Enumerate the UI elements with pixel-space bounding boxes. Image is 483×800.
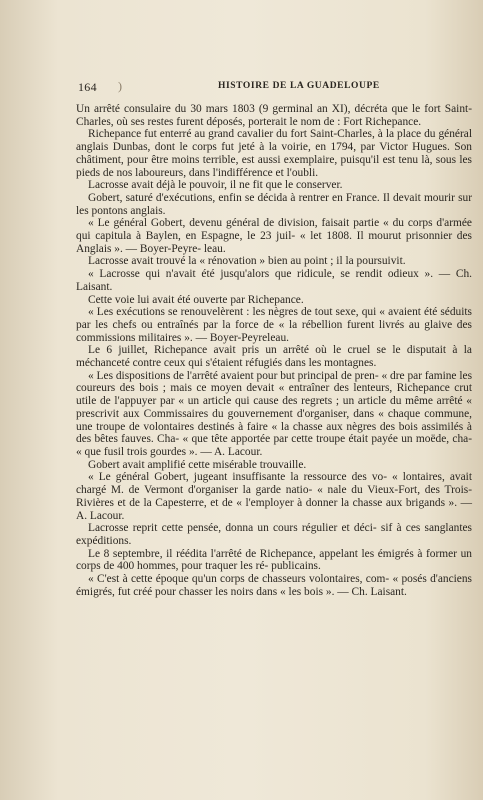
quotation: « Le général Gobert, jugeant insuffisante la ressource des vo- « lontaires, avait chargé M. de Vermont d'organiser la garde natio- « nale du Vieux-Fort, des Trois-Rivières et de la Capesterre, et de « l'employer à donner la chasse aux brigands ». — A. Lacour. [76,471,472,522]
quotation: « C'est à cette époque qu'un corps de chasseurs volontaires, com- « posés d'anciens émigrés, fut créé pour chasser les noirs dans « les bois ». — Ch. Laisant. [76,573,472,598]
paragraph: Lacrosse avait déjà le pouvoir, il ne fit que le conserver. [88,179,343,192]
quotation: « Les dispositions de l'arrêté avaient pour but principal de pren- « dre par famine les coureurs des bois ; mais ce moyen devait « entraîner des lenteurs, Richepance crut utile de l'appuyer par « un article qui cause des regrets ; un article du même arrêté « prescrivit aux Commissaires du gouvernement d'organiser, dans « chaque commune, une troupe de volontaires destinés à faire « la chasse aux nègres des bois assimilés à des bêtes fauves. Cha- « que tête apportée par cette troupe était payée un moëde, cha- « que fusil trois gourdes ». — A. Lacour. [76,369,472,458]
paragraph: Richepance fut enterré au grand cavalier du fort Saint-Charles, à la place du général anglais Dunbas, dont le corps fut jeté à la voirie, en 1794, par Victor Hugues. Son châtiment, pour être moins terrible, est aussi exemplaire, puisqu'il est tenu là, sous les pieds de nos laboureurs, dans l'indifférence et l'oubli. [76,128,472,179]
quotation: « Le général Gobert, devenu général de division, faisait partie « du corps d'armée qui capitula à Baylen, en Espagne, le 23 juil- « let 1808. Il mourut prisonnier des Anglais ». — Boyer-Peyre- leau. [76,217,472,255]
paragraph: Gobert avait amplifié cette misérable trouvaille. [88,458,307,471]
running-title: HISTOIRE DE LA GUADELOUPE [218,81,380,91]
page-header [78,80,470,96]
paragraph: Le 6 juillet, Richepance avait pris un arrêté où le cruel se le disputait à la méchanceté contre ceux qui s'étaient réfugiés dans les montagnes. [76,344,472,370]
quotation: « Les exécutions se renouvelèrent : les nègres de tout sexe, qui « avaient été séduits par les chefs ou entraînés par la force de « la rébellion furent livrés au glaive des commissions militaires ». — Boyer-Peyreleau. [76,306,472,344]
body-text [76,103,472,598]
pencil-mark: ) [118,79,123,93]
paragraph: Un arrêté consulaire du 30 mars 1803 (9 germinal an XI), décréta que le fort Saint-Charles, où ses restes furent déposés, porterait le nom de : Fort Richepance. [76,103,472,128]
paragraph: Lacrosse reprit cette pensée, donna un cours régulier et déci- sif à ces sanglantes expéditions. [76,522,472,547]
page-number: 164 [78,80,97,94]
paragraph: Lacrosse avait trouvé la « rénovation » bien au point ; il la poursuivit. [88,255,406,268]
quotation: « Lacrosse qui n'avait été jusqu'alors que ridicule, se rendit odieux ». — Ch. Laisant. [76,268,472,293]
paragraph: Gobert, saturé d'exécutions, enfin se décida à rentrer en France. Il devait mourir sur les pontons anglais. [76,191,472,217]
paragraph: Cette voie lui avait été ouverte par Richepance. [88,293,304,306]
paragraph: Le 8 septembre, il réédita l'arrêté de Richepance, appelant les émigrés à former un corps de 400 hommes, pour traquer les ré- publicains. [76,547,472,573]
